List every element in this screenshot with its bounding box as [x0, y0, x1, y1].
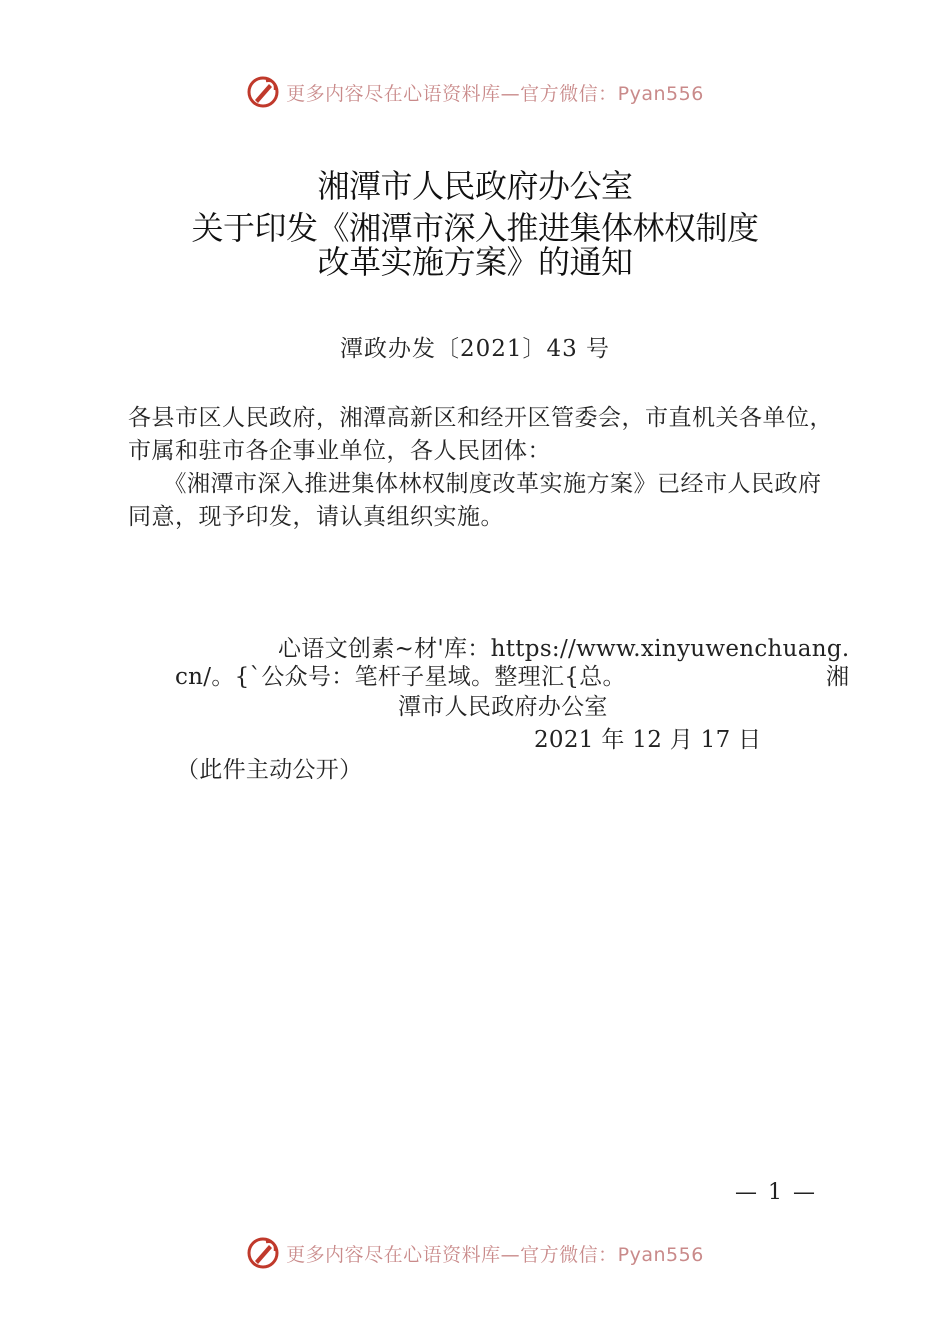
issuer-name: 潭市人民政府办公室: [398, 694, 608, 720]
disclosure-note: （此件主动公开）: [176, 757, 363, 783]
signature-line-2: cn/。{`公众号：笔杆子星域。整理汇{总。: [175, 664, 626, 690]
watermark-banner-bottom: [0, 1233, 950, 1273]
content-paragraph: 《湘潭市深入推进集体林权制度改革实施方案》已经市人民政府同意，现予印发，请认真组织实施。: [128, 471, 822, 530]
title-line-3: 改革实施方案》的通知: [317, 243, 633, 281]
watermark-banner-top: [0, 72, 950, 112]
watermark-text: 更多内容尽在心语资料库—官方微信：Pyan556: [286, 1243, 704, 1266]
title-line-1: 湘潭市人民政府办公室: [317, 167, 633, 205]
signature-line-1: 心语文创素~材'库：https://www.xinyuwenchuang.: [278, 636, 850, 662]
title-line-2: 关于印发《湘潭市深入推进集体林权制度: [191, 209, 759, 247]
pen-circle-logo-icon: [246, 1236, 280, 1270]
pen-circle-logo-icon: [246, 75, 280, 109]
page-number: — 1 —: [735, 1180, 817, 1205]
watermark-text: 更多内容尽在心语资料库—官方微信：Pyan556: [286, 82, 704, 105]
signature-line-2-tail: 湘: [826, 664, 850, 690]
document-number: 潭政办发〔2021〕43 号: [339, 336, 611, 362]
issue-date: 2021 年 12 月 17 日: [534, 727, 762, 753]
addressee-paragraph: 各县市区人民政府，湘潭高新区和经开区管委会，市直机关各单位，市属和驻市各企事业单位，各人民团体：: [128, 405, 833, 464]
